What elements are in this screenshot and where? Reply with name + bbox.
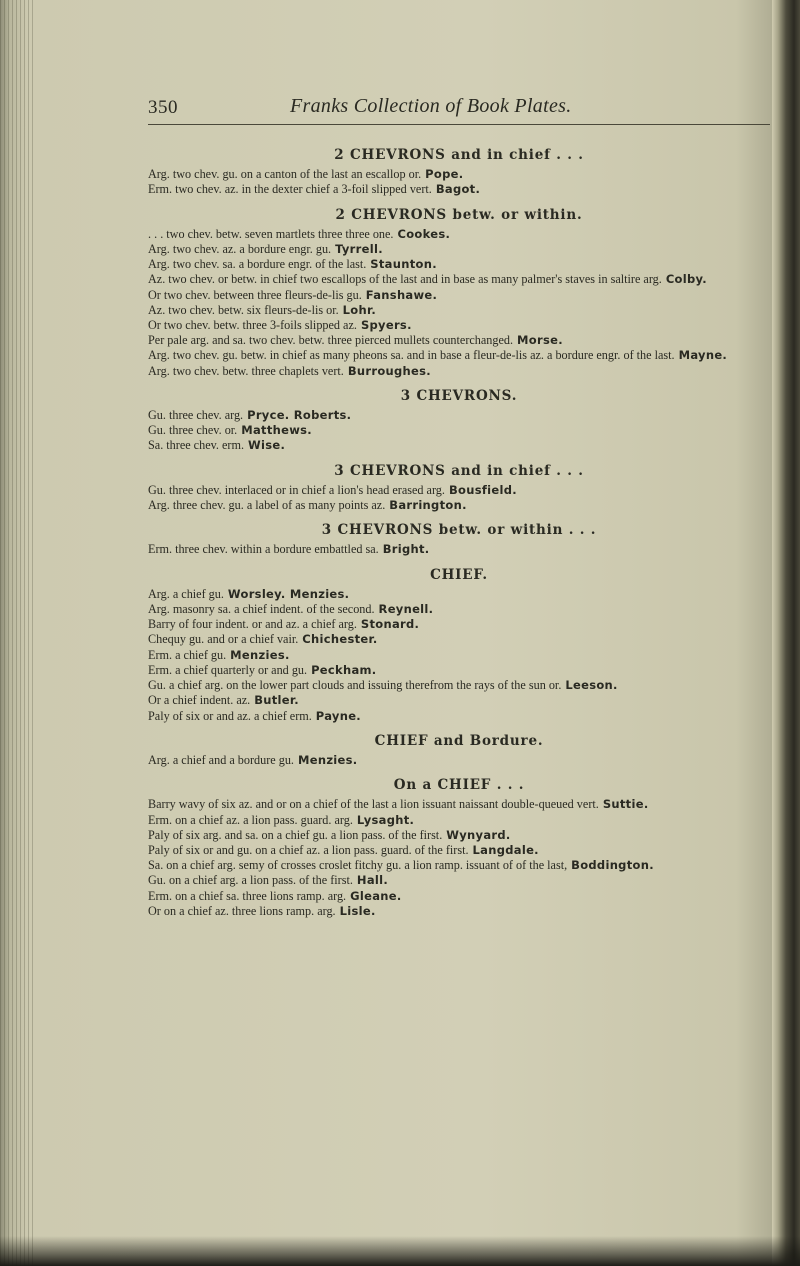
blazon-text: Gu. a chief arg. on the lower part clouds and issuing therefrom the rays of the sun or. [148,678,562,693]
blazon-entry [148,632,770,647]
family-name: Wynyard. [446,827,511,842]
armorial-section [148,523,770,557]
book-binding-edge [772,0,800,1266]
bottom-page-shadow [0,1236,800,1266]
blazon-entry [148,753,770,768]
blazon-entry [148,272,770,287]
section-heading: CHIEF and Bordure. [374,732,544,749]
blazon-entry [148,242,770,257]
blazon-entry [148,542,770,557]
blazon-entry [148,889,770,904]
blazon-text: Gu. on a chief arg. a lion pass. of the first. [148,873,353,888]
blazon-text: Or on a chief az. three lions ramp. arg. [148,903,336,918]
section-heading: On a CHIEF . . . [393,777,525,794]
blazon-entry [148,709,770,724]
family-name: Barrington. [389,498,467,513]
running-title: Franks Collection of Book Plates. [290,95,572,117]
blazon-text: Az. two chev. betw. six fleurs-de-lis or. [148,302,339,317]
family-name: Langdale. [472,842,539,857]
family-name: Spyers. [360,318,412,333]
blazon-text: Barry of four indent. or and az. a chief arg. [148,617,357,632]
blazon-text: Paly of six or and az. a chief erm. [148,708,312,723]
blazon-text: Arg. a chief gu. [148,586,224,601]
blazon-entry [148,843,770,858]
blazon-text: Erm. on a chief az. a lion pass. guard. arg. [148,812,353,827]
blazon-text: Az. two chev. or betw. in chief two escallops of the last and in base as many palmer's staves in saltire arg. [148,272,662,287]
blazon-text: Arg. a chief and a bordure gu. [148,752,294,767]
armorial-section [148,389,770,454]
blazon-text: Arg. two chev. gu. betw. in chief as many pheons sa. and in base a fleur-de-lis az. a bordure engr. of the last. [148,348,675,363]
family-name: Pope. [425,167,464,182]
blazon-text: Paly of six or and gu. on a chief az. a lion pass. guard. of the first. [148,842,469,857]
family-name: Gleane. [350,888,402,903]
section-heading: 2 CHEVRONS betw. or within. [335,206,583,223]
blazon-entry [148,678,770,693]
family-name: Boddington. [571,858,654,873]
blazon-entry [148,813,770,828]
armorial-section [148,778,770,919]
family-name: Peckham. [311,662,377,677]
blazon-entry [148,617,770,632]
family-name: Bousfield. [448,482,517,497]
blazon-text: Erm. two chev. az. in the dexter chief a 3-foil slipped vert. [148,182,432,197]
blazon-text: Erm. three chev. within a bordure embattled sa. [148,542,379,557]
blazon-entry [148,483,770,498]
section-heading: 2 CHEVRONS and in chief . . . [334,147,584,163]
blazon-entry [148,167,770,182]
family-name: Butler. [254,693,299,708]
family-name: Menzies. [297,752,358,767]
blazon-entry [148,587,770,602]
family-name: Lohr. [342,302,376,317]
blazon-entry [148,873,770,888]
blazon-entry [148,858,770,873]
blazon-text: Barry wavy of six az. and or on a chief of the last a lion issuant naissant double-queued vert. [148,797,599,812]
blazon-entry [148,663,770,678]
armorial-section [148,734,770,768]
blazon-text: Erm. on a chief sa. three lions ramp. arg. [148,888,347,903]
left-page-edges [0,0,34,1266]
blazon-text: Arg. two chev. sa. a bordure engr. of the last. [148,257,367,272]
family-name: Bagot. [435,182,481,197]
family-name: Suttie. [602,797,649,812]
armorial-section [148,208,770,379]
family-name: Reynell. [378,602,434,617]
family-name: Lysaght. [356,812,415,827]
blazon-text: Sa. three chev. erm. [148,438,244,453]
family-name: Payne. [315,708,361,723]
blazon-text: Arg. two chev. gu. on a canton of the last an escallop or. [148,167,422,182]
blazon-text: Arg. two chev. betw. three chaplets vert. [148,363,344,378]
blazon-text: Or a chief indent. az. [148,693,251,708]
blazon-text: Sa. on a chief arg. semy of crosses croslet fitchy gu. a lion ramp. issuant of of the last, [148,858,568,873]
blazon-entry [148,408,770,423]
blazon-entry [148,693,770,708]
section-heading: CHIEF. [430,566,488,583]
family-name: Colby. [665,272,707,287]
blazon-text: Paly of six arg. and sa. on a chief gu. a lion pass. of the first. [148,827,443,842]
family-name: Lisle. [339,903,376,918]
family-name: Burroughes. [347,363,431,378]
armorial-section [148,464,770,514]
family-name: Wise. [248,438,286,453]
section-heading: 3 CHEVRONS betw. or within . . . [321,522,597,539]
blazon-entry [148,364,770,379]
section-heading: 3 CHEVRONS and in chief . . . [334,462,584,479]
blazon-text: Or two chev. between three fleurs-de-lis gu. [148,287,362,302]
blazon-text: Chequy gu. and or a chief vair. [148,632,299,647]
blazon-entry [148,348,770,363]
family-name: Morse. [517,333,563,348]
family-name: Matthews. [241,423,312,438]
blazon-text: . . . two chev. betw. seven martlets three three one. [148,226,394,241]
family-name: Tyrrell. [335,242,383,257]
blazon-text: Arg. three chev. gu. a label of as many points az. [148,498,386,513]
blazon-entry [148,423,770,438]
blazon-text: Erm. a chief gu. [148,647,227,662]
blazon-text: Arg. masonry sa. a chief indent. of the second. [148,602,375,617]
blazon-text: Arg. two chev. az. a bordure engr. gu. [148,242,332,257]
header-rule [148,124,770,125]
section-heading: 3 CHEVRONS. [400,387,518,404]
family-name: Stonard. [360,617,420,632]
family-name: Hall. [356,873,389,888]
blazon-entry [148,227,770,242]
family-name: Chichester. [302,632,378,647]
blazon-entry [148,602,770,617]
family-name: Leeson. [565,678,618,693]
family-name: Worsley. Menzies. [227,586,350,601]
family-name: Fanshawe. [365,287,438,302]
blazon-entry [148,182,770,197]
blazon-text: Gu. three chev. interlaced or in chief a lion's head erased arg. [148,482,445,497]
blazon-entry [148,904,770,919]
family-name: Menzies. [230,647,290,662]
armorial-section [148,148,770,198]
blazon-entry [148,257,770,272]
blazon-entry [148,438,770,453]
blazon-text: Gu. three chev. or. [148,423,238,438]
page-body [148,148,770,929]
blazon-entry [148,797,770,812]
blazon-text: Gu. three chev. arg. [148,408,244,423]
family-name: Mayne. [678,348,728,363]
page-number: 350 [148,97,178,118]
blazon-text: Erm. a chief quarterly or and gu. [148,662,308,677]
family-name: Pryce. Roberts. [247,408,352,423]
blazon-entry [148,303,770,318]
family-name: Staunton. [370,257,437,272]
family-name: Cookes. [397,226,451,241]
blazon-entry [148,498,770,513]
blazon-text: Per pale arg. and sa. two chev. betw. three pierced mullets counterchanged. [148,333,514,348]
blazon-entry [148,648,770,663]
armorial-section [148,568,770,724]
blazon-entry [148,318,770,333]
blazon-entry [148,828,770,843]
family-name: Bright. [382,542,430,557]
blazon-entry [148,288,770,303]
blazon-text: Or two chev. betw. three 3-foils slipped az. [148,318,357,333]
blazon-entry [148,333,770,348]
